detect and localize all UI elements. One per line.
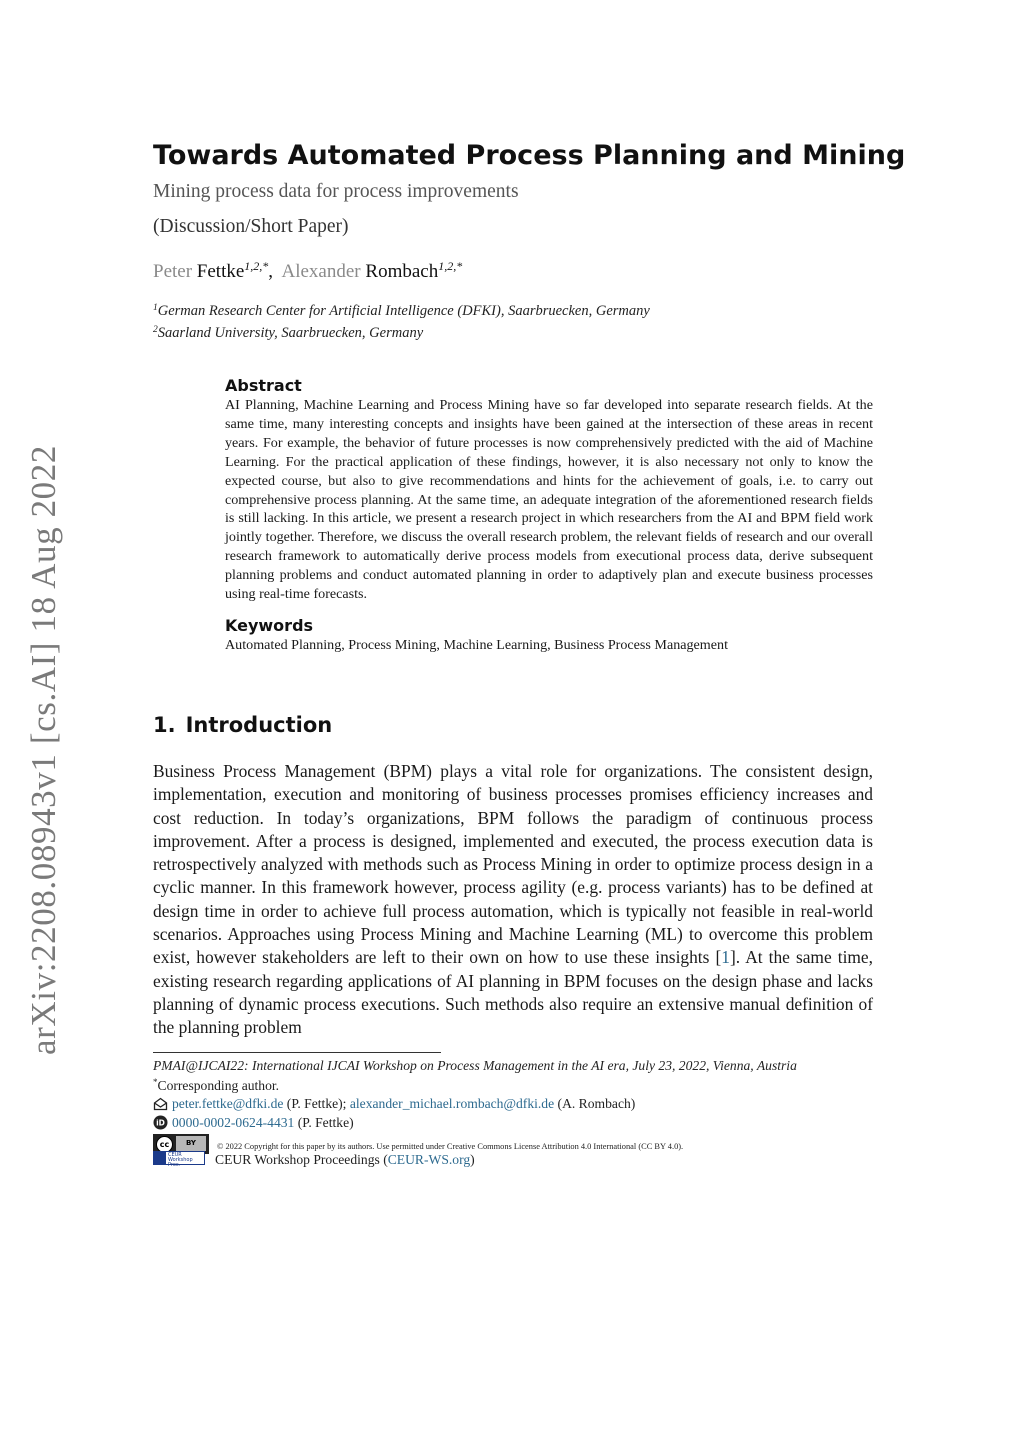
- intro-text-part-1: Business Process Management (BPM) plays a vital role for organizations. The consistent design, implementation, execution and monitoring of business processes promises efficiency increases and cost reduction. In today’s organizations, BPM follows the paradigm of continuous process improvement. After a process is designed, implemented and executed, the process execution data is retrospectively analyzed with methods such as Process Mining in order to optimize process design in a cyclic manner. In this framework however, process agility (e.g. process variants) has to be defined at design time in order to achieve full process automation, which is typically not feasible in real-world scenarios. Approaches using Process Mining and Machine Learning (ML) to overcome this problem exist, however stakeholders are left to their own on how to use these insights [: [153, 761, 873, 968]
- svg-text:iD: iD: [156, 1118, 165, 1128]
- ceur-ws-link[interactable]: CEUR-WS.org: [387, 1152, 471, 1167]
- affiliation-1-number: 1: [153, 303, 158, 313]
- abstract-text: AI Planning, Machine Learning and Process Mining have so far developed into separate research fields. At the same time, many interesting concepts and insights have been gained at the intersection of these areas in recent years. For example, the behavior of future processes is now comprehensively predicted with the aid of Machine Learning. For the practical application of these findings, however, it is also necessary not only to know the expected course, but also to give recommendations and hints for the achievement of goals, i.e. to carry out comprehensive process planning. At the same time, an adequate integration of the aforementioned research fields is still lacking. In this article, we present a research project in which researchers from the AI and BPM field work jointly together. Therefore, we discuss the overall research problem, the relevant fields of research and our overall research framework to automatically derive process models from executional process data, derive subsequent planning problems and conduct automated planning in order to adaptively plan and execute business processes using real-time forecasts.: [225, 397, 873, 603]
- section-title: Introduction: [185, 713, 333, 737]
- ceur-prefix: CEUR Workshop Proceedings (: [215, 1152, 388, 1167]
- keywords-heading: Keywords: [225, 616, 314, 635]
- footnote-orcid: [153, 1115, 354, 1134]
- corresponding-mark: *: [153, 1077, 158, 1087]
- author-2-marks: 1,2,*: [438, 259, 463, 273]
- ceur-logo-icon: CEUR Workshop Proc.: [153, 1151, 205, 1165]
- footnote-venue: PMAI@IJCAI22: International IJCAI Workshop on Process Management in the AI era, July 23, 2022, Vienna, Austria: [153, 1058, 797, 1073]
- affiliation-1: [153, 303, 650, 320]
- paper-type: (Discussion/Short Paper): [153, 216, 349, 237]
- section-heading-introduction: [153, 713, 332, 737]
- affiliation-2-text: Saarland University, Saarbruecken, Germany: [157, 325, 424, 341]
- citation-link[interactable]: 1: [721, 947, 730, 968]
- email-fettke-label: (P. Fettke);: [283, 1096, 350, 1111]
- affiliation-2: [153, 325, 423, 342]
- footnote-emails: [153, 1096, 635, 1115]
- affiliation-2-number: 2: [153, 325, 158, 335]
- orcid-link[interactable]: 0000-0002-0624-4431: [172, 1115, 295, 1130]
- footnote-ceur: [153, 1151, 475, 1168]
- ceur-suffix: ): [470, 1152, 475, 1167]
- keywords-text: Automated Planning, Process Mining, Machine Learning, Business Process Management: [225, 637, 728, 653]
- email-link-fettke[interactable]: peter.fettke@dfki.de: [172, 1096, 284, 1111]
- author-1-given: Peter: [153, 261, 193, 282]
- orcid-icon: [153, 1115, 168, 1134]
- author-1-marks: 1,2,*: [244, 259, 269, 273]
- author-list: Peter Fettke$^{1,2,*}$, Alexander Rombach$^{1,2,*}$: [153, 259, 463, 282]
- intro-text-part-2: ]. At the same time, existing research regarding applications of AI planning in BPM focuses on the design phase and lacks planning of dynamic process executions. Such methods also require an extensive manual definition of the planning problem: [153, 947, 873, 1038]
- orcid-label: (P. Fettke): [294, 1115, 354, 1130]
- footnote-divider: [153, 1052, 441, 1053]
- paper-title: Towards Automated Process Planning and Mining: [153, 140, 906, 171]
- creative-commons-icon: cc BY: [153, 1134, 209, 1154]
- section-number: 1.: [153, 713, 176, 737]
- keywords-section: [225, 615, 873, 655]
- affiliation-1-text: German Research Center for Artificial Intelligence (DFKI), Saarbruecken, Germany: [157, 303, 650, 319]
- license-text: © 2022 Copyright for this paper by its authors. Use permitted under Creative Commons License Attribution 4.0 International (CC BY 4.0).: [217, 1142, 684, 1151]
- footnote-corresponding: [153, 1077, 279, 1094]
- arxiv-identifier: arXiv:2208.08943v1 [cs.AI] 18 Aug 2022: [24, 445, 63, 1055]
- abstract-heading: Abstract: [225, 376, 302, 395]
- email-link-rombach[interactable]: alexander_michael.rombach@dfki.de: [349, 1096, 555, 1111]
- envelope-icon: [153, 1097, 168, 1115]
- abstract-section: [225, 375, 873, 604]
- corresponding-text: Corresponding author.: [157, 1078, 280, 1093]
- author-2-family: Rombach: [365, 261, 439, 282]
- paper-subtitle: Mining process data for process improvements: [153, 181, 519, 202]
- email-rombach-label: (A. Rombach): [554, 1096, 636, 1111]
- author-1-family: Fettke: [196, 261, 245, 282]
- introduction-paragraph: [153, 760, 873, 1040]
- author-2-given: Alexander: [281, 261, 361, 282]
